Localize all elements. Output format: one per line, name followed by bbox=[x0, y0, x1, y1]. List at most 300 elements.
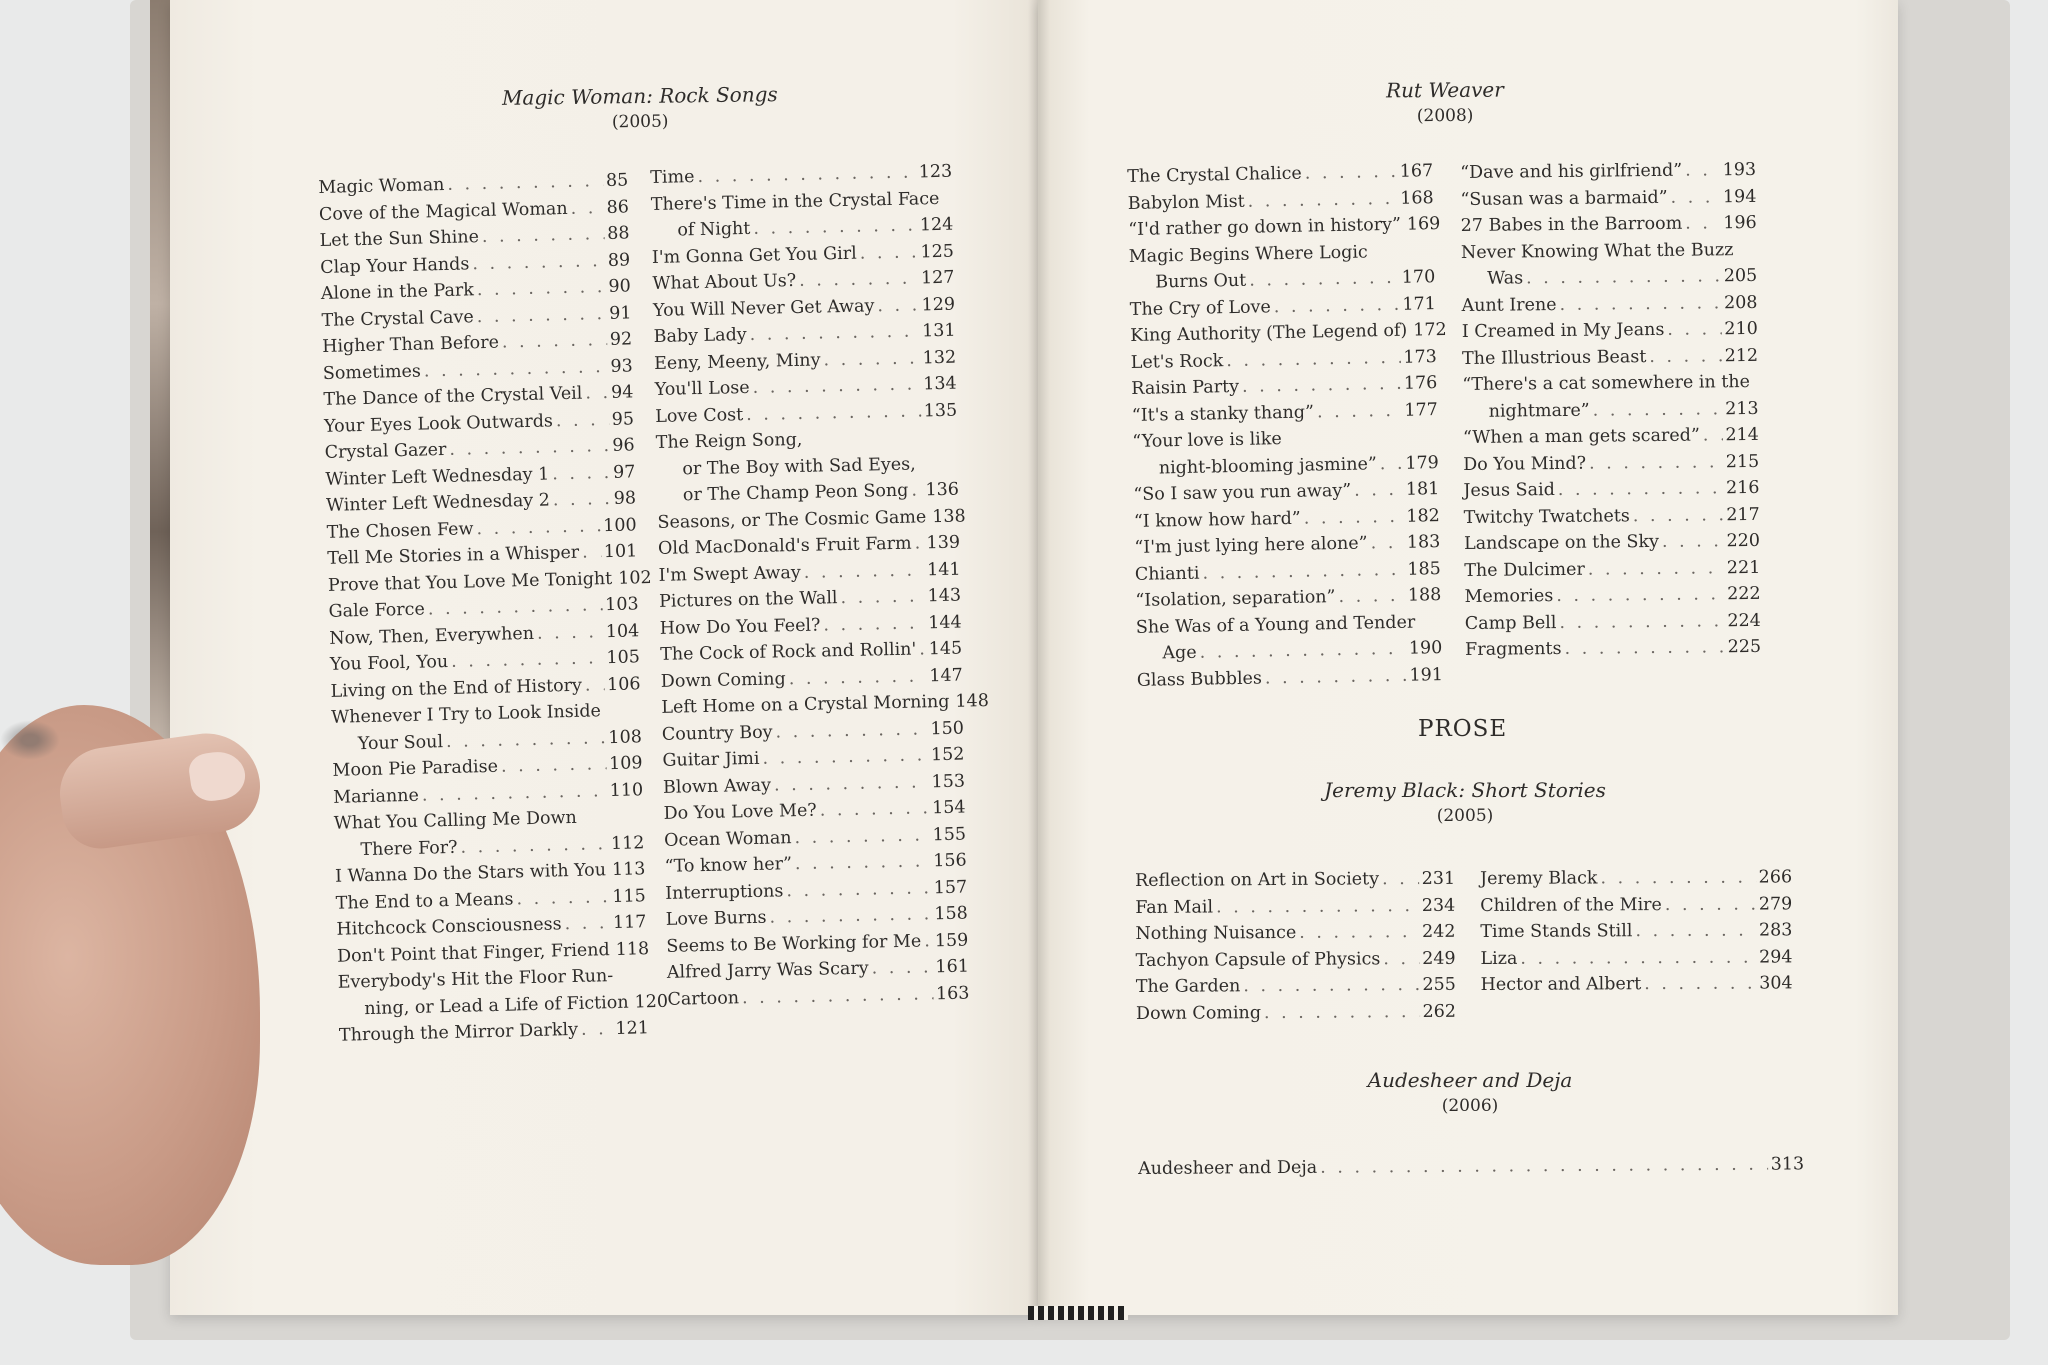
toc-entry-page: 147 bbox=[929, 665, 963, 686]
toc-entry-page: 170 bbox=[1401, 267, 1436, 288]
toc-leader-dots bbox=[1556, 581, 1724, 609]
toc-entry bbox=[1465, 607, 1761, 637]
toc-leader-dots bbox=[819, 795, 929, 824]
toc-entry-page: 124 bbox=[919, 214, 954, 236]
toc-leader-dots bbox=[1264, 999, 1420, 1027]
toc-entry-title: night-blooming jasmine” bbox=[1158, 453, 1377, 478]
toc-entry-title: You Fool, You bbox=[329, 651, 449, 675]
toc-entry-page: 221 bbox=[1726, 557, 1761, 578]
toc-entry-title: Alfred Jarry Was Scary bbox=[666, 958, 869, 983]
toc-entry-title: Aunt Irene bbox=[1461, 294, 1557, 316]
toc-leader-dots bbox=[1249, 265, 1399, 294]
toc-leader-dots bbox=[871, 954, 932, 982]
toc-leader-dots bbox=[746, 398, 921, 428]
toc-leader-dots bbox=[1304, 503, 1404, 531]
toc-entry-page: 86 bbox=[606, 196, 630, 218]
toc-entry-title: Landscape on the Sky bbox=[1463, 531, 1660, 554]
toc-entry-title: Through the Mirror Darkly bbox=[338, 1019, 579, 1046]
toc-entry-title: Time Stands Still bbox=[1480, 921, 1633, 942]
toc-entry-page: 143 bbox=[927, 585, 962, 607]
toc-leader-dots bbox=[1354, 477, 1403, 504]
toc-entry-title: Moon Pie Paradise bbox=[332, 756, 499, 781]
toc-leader-dots bbox=[516, 884, 609, 913]
toc-entry-page: 138 bbox=[932, 505, 966, 527]
toc-entry bbox=[1480, 944, 1792, 972]
toc-leader-dots bbox=[914, 530, 924, 557]
toc-leader-dots bbox=[924, 928, 932, 955]
toc-entry-page: 127 bbox=[920, 267, 955, 289]
toc-entry-title: ning, or Lead a Life of Fiction bbox=[364, 992, 629, 1019]
toc-entry bbox=[1464, 501, 1760, 531]
toc-entry bbox=[1461, 236, 1757, 266]
toc-leader-dots bbox=[1589, 449, 1723, 477]
toc-entry-title: Guitar Jimi bbox=[662, 748, 760, 771]
toc-column-left-1 bbox=[318, 167, 669, 1049]
toc-leader-dots bbox=[1593, 396, 1723, 424]
toc-entry-title: or The Champ Peon Song bbox=[682, 480, 909, 506]
toc-entry bbox=[1480, 917, 1792, 945]
toc-entry-page: 249 bbox=[1422, 948, 1456, 969]
section-title: Jeremy Black: Short Stories bbox=[1324, 778, 1606, 802]
toc-entry-title: Down Coming bbox=[660, 668, 786, 692]
toc-entry-page: 97 bbox=[612, 461, 636, 483]
toc-entry-title: “Susan was a barmaid” bbox=[1460, 187, 1668, 210]
toc-entry-page: 89 bbox=[607, 249, 631, 271]
toc-entry bbox=[1463, 422, 1759, 452]
toc-leader-dots bbox=[952, 689, 953, 715]
toc-entry-title: Seasons, or The Cosmic Game bbox=[657, 506, 927, 533]
toc-entry-title: Marianne bbox=[332, 785, 420, 808]
toc-leader-dots bbox=[1635, 918, 1756, 945]
toc-entry-title: Old MacDonald's Fruit Farm bbox=[657, 533, 912, 559]
toc-entry-page: 148 bbox=[955, 691, 990, 712]
toc-entry-page: 190 bbox=[1408, 638, 1443, 659]
toc-entry-title: Let the Sun Shine bbox=[319, 227, 480, 251]
toc-entry-page: 294 bbox=[1759, 946, 1793, 968]
toc-entry-page: 135 bbox=[923, 400, 958, 421]
toc-entry-title: The Chosen Few bbox=[326, 518, 474, 543]
toc-entry-title: Babylon Mist bbox=[1127, 191, 1245, 214]
toc-leader-dots bbox=[1665, 891, 1756, 918]
toc-entry-page: 167 bbox=[1399, 161, 1434, 182]
toc-entry-title: The End to a Means bbox=[335, 888, 514, 914]
toc-entry-title: Memories bbox=[1464, 586, 1554, 607]
toc-entry-title: How Do You Feel? bbox=[659, 615, 821, 639]
toc-entry-page: 113 bbox=[611, 859, 646, 881]
toc-entry-title: The Cry of Love bbox=[1129, 296, 1272, 320]
toc-entry-page: 150 bbox=[930, 718, 965, 739]
toc-entry-page: 139 bbox=[926, 532, 961, 554]
toc-entry-title: What You Calling Me Down bbox=[333, 807, 578, 834]
toc-leader-dots bbox=[774, 769, 929, 799]
toc-entry bbox=[1135, 892, 1455, 921]
toc-leader-dots bbox=[581, 1016, 613, 1043]
toc-leader-dots bbox=[823, 345, 920, 374]
toc-entry bbox=[1135, 866, 1455, 895]
toc-entry bbox=[1463, 475, 1759, 505]
toc-leader-dots bbox=[1526, 263, 1721, 292]
toc-entry-title: Audesheer and Deja bbox=[1138, 1157, 1318, 1179]
toc-entry-page: 210 bbox=[1724, 318, 1758, 340]
toc-entry-page: 208 bbox=[1723, 292, 1758, 313]
toc-entry-page: 154 bbox=[931, 797, 966, 819]
toc-entry-page: 185 bbox=[1407, 558, 1442, 580]
toc-entry-title: Nothing Nuisance bbox=[1135, 922, 1297, 944]
toc-entry bbox=[1135, 919, 1455, 948]
toc-entry-page: 131 bbox=[921, 320, 956, 342]
section-year: (2006) bbox=[1441, 1096, 1499, 1116]
toc-entry bbox=[1480, 891, 1792, 919]
toc-entry-page: 105 bbox=[606, 647, 641, 669]
toc-entry-title: Eeny, Meeny, Miny bbox=[653, 349, 821, 374]
toc-leader-dots bbox=[749, 318, 919, 348]
prose-heading: PROSE bbox=[1418, 716, 1508, 742]
toc-entry-title: The Crystal Chalice bbox=[1127, 163, 1302, 187]
toc-entry-page: 158 bbox=[934, 903, 968, 925]
toc-entry bbox=[1464, 554, 1760, 584]
toc-entry-title: Everybody's Hit the Floor Run- bbox=[337, 966, 614, 993]
toc-entry-title: Baby Lady bbox=[653, 325, 747, 347]
toc-leader-dots bbox=[1199, 636, 1406, 666]
toc-entry bbox=[1464, 528, 1760, 558]
toc-entry-page: 169 bbox=[1406, 213, 1441, 235]
toc-leader-dots bbox=[460, 831, 608, 861]
section-year: (2005) bbox=[611, 111, 669, 133]
toc-entry-page: 157 bbox=[933, 877, 968, 898]
toc-leader-dots bbox=[1667, 316, 1721, 343]
toc-entry-page: 108 bbox=[608, 726, 643, 748]
toc-entry-page: 213 bbox=[1725, 398, 1759, 419]
toc-entry-title: What About Us? bbox=[652, 270, 797, 294]
toc-entry-title: “There's a cat somewhere in the bbox=[1462, 371, 1751, 395]
toc-entry bbox=[1460, 157, 1756, 187]
toc-leader-dots bbox=[1404, 212, 1405, 238]
toc-leader-dots bbox=[1559, 608, 1724, 636]
toc-entry-title: You Will Never Get Away bbox=[652, 295, 875, 321]
toc-entry-title: You'll Lose bbox=[654, 377, 750, 400]
toc-entry-title: Hector and Albert bbox=[1480, 974, 1642, 995]
toc-entry-title: Winter Left Wednesday 1 bbox=[325, 463, 550, 490]
toc-entry-page: 313 bbox=[1770, 1154, 1805, 1175]
toc-entry-title: Winter Left Wednesday 2 bbox=[325, 490, 551, 516]
section-jeremy-black-header bbox=[1280, 778, 1650, 826]
toc-entry-title: of Night bbox=[677, 218, 751, 241]
toc-entry-page: 103 bbox=[604, 594, 639, 616]
toc-entry-page: 94 bbox=[610, 382, 634, 403]
toc-leader-dots bbox=[1242, 371, 1401, 401]
toc-entry-page: 173 bbox=[1403, 346, 1437, 368]
toc-entry-page: 156 bbox=[933, 850, 967, 872]
toc-entry bbox=[1462, 316, 1758, 346]
toc-leader-dots bbox=[556, 406, 610, 434]
toc-entry-page: 172 bbox=[1413, 319, 1447, 341]
toc-leader-dots bbox=[1274, 291, 1400, 320]
toc-leader-dots bbox=[1383, 946, 1419, 973]
toc-entry-title: Blown Away bbox=[662, 775, 772, 798]
toc-entry bbox=[1460, 183, 1756, 213]
toc-leader-dots bbox=[449, 433, 610, 463]
toc-entry-title: The Dulcimer bbox=[1464, 559, 1585, 581]
toc-entry bbox=[1462, 369, 1758, 399]
toc-entry-page: 255 bbox=[1422, 974, 1456, 995]
toc-entry-title: “Dave and his girlfriend” bbox=[1460, 160, 1683, 183]
toc-entry-page: 220 bbox=[1726, 530, 1761, 552]
toc-leader-dots bbox=[476, 513, 600, 543]
toc-column-audesheer bbox=[1138, 1151, 1804, 1182]
toc-entry-title: I'm Gonna Get You Girl bbox=[651, 243, 857, 268]
toc-entry-page: 231 bbox=[1421, 868, 1456, 889]
toc-entry-page: 279 bbox=[1758, 893, 1793, 915]
toc-entry-title: King Authority (The Legend of) bbox=[1130, 320, 1408, 346]
toc-entry-page: 91 bbox=[608, 302, 632, 324]
toc-leader-dots bbox=[1382, 866, 1419, 893]
toc-entry-page: 132 bbox=[922, 347, 957, 368]
toc-entry-title: Raisin Party bbox=[1131, 376, 1240, 399]
section-magic-woman-header bbox=[430, 81, 851, 135]
toc-leader-dots bbox=[1703, 422, 1723, 449]
toc-leader-dots bbox=[1685, 157, 1720, 184]
toc-entry-title: “To know her” bbox=[664, 854, 793, 877]
toc-entry-title: “Isolation, separation” bbox=[1135, 587, 1336, 611]
toc-leader-dots bbox=[753, 212, 917, 242]
toc-entry-page: 155 bbox=[932, 824, 967, 845]
toc-entry-page: 234 bbox=[1421, 895, 1456, 916]
toc-entry-title: Jeremy Black bbox=[1480, 868, 1598, 889]
toc-leader-dots bbox=[552, 459, 610, 487]
toc-leader-dots bbox=[502, 327, 608, 356]
toc-entry-page: 179 bbox=[1405, 452, 1439, 474]
toc-leader-dots bbox=[631, 989, 632, 1015]
toc-entry-title: “When a man gets scared” bbox=[1462, 425, 1700, 448]
toc-entry-title: Fragments bbox=[1465, 638, 1562, 660]
toc-entry-title: “I'm just lying here alone” bbox=[1134, 533, 1368, 558]
toc-entry-title: Ocean Woman bbox=[663, 827, 792, 851]
toc-entry-title: Fan Mail bbox=[1135, 896, 1214, 918]
toc-entry bbox=[1462, 342, 1758, 372]
toc-entry-page: 153 bbox=[931, 771, 966, 792]
toc-leader-dots bbox=[789, 663, 927, 692]
toc-entry-page: 100 bbox=[603, 514, 637, 536]
toc-entry-page: 120 bbox=[634, 991, 669, 1013]
toc-entry-page: 115 bbox=[612, 885, 646, 907]
toc-entry-page: 95 bbox=[611, 408, 635, 430]
toc-leader-dots bbox=[752, 371, 920, 401]
toc-entry-page: 182 bbox=[1406, 505, 1440, 527]
toc-entry-page: 141 bbox=[926, 559, 961, 580]
toc-leader-dots bbox=[799, 265, 918, 294]
toc-entry-title: Do You Mind? bbox=[1463, 453, 1587, 475]
toc-entry-page: 134 bbox=[923, 373, 957, 395]
toc-entry bbox=[1461, 289, 1757, 319]
section-title: Magic Woman: Rock Songs bbox=[501, 82, 778, 110]
toc-leader-dots bbox=[1202, 556, 1404, 586]
toc-entry-title: Liza bbox=[1480, 948, 1518, 969]
toc-entry-page: 216 bbox=[1725, 477, 1760, 499]
toc-leader-dots bbox=[553, 486, 611, 514]
toc-entry-page: 214 bbox=[1725, 424, 1759, 446]
toc-leader-dots bbox=[911, 477, 923, 504]
toc-entry-title: I Creamed in My Jeans bbox=[1461, 319, 1665, 342]
toc-leader-dots bbox=[769, 901, 931, 931]
toc-leader-dots bbox=[612, 937, 613, 963]
toc-entry-page: 183 bbox=[1406, 532, 1441, 553]
toc-entry-page: 193 bbox=[1722, 159, 1757, 181]
toc-entry-page: 104 bbox=[605, 620, 640, 642]
toc-entry-title: Seems to Be Working for Me bbox=[666, 930, 922, 957]
toc-entry bbox=[1136, 945, 1456, 974]
toc-entry-page: 85 bbox=[605, 170, 629, 191]
toc-entry-page: 117 bbox=[612, 912, 647, 934]
toc-leader-dots bbox=[762, 742, 928, 772]
toc-leader-dots bbox=[422, 778, 608, 809]
toc-leader-dots bbox=[1685, 210, 1720, 237]
toc-entry bbox=[1465, 634, 1761, 664]
toc-entry-title: Magic Woman bbox=[318, 174, 445, 198]
toc-entry-page: 90 bbox=[608, 276, 632, 297]
toc-entry-title: Living on the End of History bbox=[330, 675, 583, 702]
toc-leader-dots bbox=[742, 981, 934, 1011]
toc-entry-title: Do You Love Me? bbox=[663, 800, 817, 824]
toc-leader-dots bbox=[1247, 185, 1397, 214]
toc-leader-dots bbox=[1644, 971, 1756, 998]
toc-entry bbox=[1461, 263, 1757, 293]
toc-leader-dots bbox=[877, 292, 919, 319]
toc-leader-dots bbox=[476, 301, 606, 331]
toc-leader-dots bbox=[1243, 972, 1419, 1000]
toc-leader-dots bbox=[447, 168, 603, 198]
toc-entry-page: 96 bbox=[612, 435, 635, 456]
toc-entry-page: 109 bbox=[608, 753, 643, 775]
tattoo bbox=[0, 720, 60, 760]
toc-entry-title: The Reign Song, bbox=[655, 429, 803, 453]
toc-column-jeremy-1 bbox=[1135, 866, 1456, 1027]
toc-entry-title: “It's a stanky thang” bbox=[1131, 401, 1315, 426]
toc-entry-page: 304 bbox=[1759, 973, 1793, 994]
toc-entry-page: 92 bbox=[609, 329, 633, 350]
toc-leader-dots bbox=[840, 583, 925, 611]
toc-leader-dots bbox=[1520, 944, 1756, 972]
toc-entry-page: 98 bbox=[613, 488, 637, 509]
toc-entry-page: 145 bbox=[928, 638, 963, 660]
toc-entry-page: 118 bbox=[615, 938, 650, 960]
section-rut-weaver-header bbox=[1280, 77, 1610, 127]
toc-leader-dots bbox=[1410, 318, 1411, 344]
toc-entry-title: Clap Your Hands bbox=[320, 253, 470, 278]
toc-leader-dots bbox=[501, 751, 607, 780]
toc-entry-page: 222 bbox=[1727, 583, 1761, 605]
toc-entry-title: Sometimes bbox=[322, 361, 422, 384]
toc-leader-dots bbox=[451, 645, 604, 675]
toc-leader-dots bbox=[609, 857, 610, 883]
toc-leader-dots bbox=[1558, 475, 1723, 503]
toc-entry-title: Hitchcock Consciousness bbox=[336, 914, 562, 940]
toc-leader-dots bbox=[1216, 893, 1419, 921]
toc-entry-page: 106 bbox=[606, 673, 641, 695]
toc-leader-dots bbox=[537, 619, 603, 647]
toc-entry-title: Now, Then, Everywhen bbox=[329, 623, 535, 649]
toc-entry bbox=[1462, 395, 1758, 425]
toc-column-left-2 bbox=[650, 159, 990, 1013]
toc-entry-title: Cartoon bbox=[667, 987, 740, 1010]
toc-entry-page: 225 bbox=[1727, 636, 1762, 658]
toc-entry-page: 194 bbox=[1722, 186, 1757, 207]
toc-entry bbox=[1461, 210, 1757, 240]
toc-entry-title: Country Boy bbox=[661, 722, 773, 745]
toc-entry-page: 129 bbox=[921, 294, 956, 315]
toc-entry-title: Don't Point that Finger, Friend bbox=[336, 939, 610, 967]
toc-leader-dots bbox=[1662, 528, 1724, 555]
toc-entry-page: 196 bbox=[1723, 212, 1757, 234]
toc-entry-title: “I'd rather go down in history” bbox=[1128, 214, 1402, 240]
toc-leader-dots bbox=[615, 565, 616, 591]
toc-entry bbox=[1463, 448, 1759, 478]
toc-entry bbox=[1481, 970, 1793, 998]
toc-entry-title: The Crystal Cave bbox=[321, 306, 474, 331]
toc-leader-dots bbox=[564, 910, 610, 938]
toc-entry-title: Age bbox=[1162, 642, 1197, 664]
toc-entry-title: Camp Bell bbox=[1464, 612, 1557, 634]
toc-entry-title: There's Time in the Crystal Face bbox=[650, 188, 940, 215]
toc-entry-page: 102 bbox=[617, 567, 652, 589]
toc-entry-title: Your Soul bbox=[357, 731, 444, 754]
toc-entry-page: 144 bbox=[928, 612, 962, 633]
toc-entry-title: Chianti bbox=[1134, 563, 1200, 585]
toc-entry-page: 242 bbox=[1421, 921, 1456, 942]
toc-leader-dots bbox=[446, 725, 606, 755]
toc-entry-title: Cove of the Magical Woman bbox=[318, 198, 568, 225]
toc-entry bbox=[1138, 1151, 1804, 1182]
toc-entry-page: 93 bbox=[610, 355, 634, 377]
toc-leader-dots bbox=[482, 221, 605, 250]
toc-entry-page: 205 bbox=[1723, 265, 1758, 287]
toc-entry-title: Love Cost bbox=[655, 404, 744, 427]
toc-entry-title: Tachyon Capsule of Physics bbox=[1135, 948, 1381, 971]
toc-entry-title: Left Home on a Crystal Morning bbox=[661, 691, 950, 718]
toc-leader-dots bbox=[1588, 555, 1724, 583]
toc-entry-title: “So I saw you run away” bbox=[1133, 480, 1352, 505]
book-gutter bbox=[1028, 0, 1050, 1315]
toc-entry-page: 217 bbox=[1726, 504, 1760, 525]
toc-entry bbox=[1136, 998, 1456, 1027]
toc-entry-title: I Wanna Do the Stars with You bbox=[334, 860, 607, 887]
toc-entry-page: 159 bbox=[934, 930, 969, 951]
section-year: (2008) bbox=[1416, 105, 1474, 127]
toc-entry-title: Down Coming bbox=[1135, 1002, 1262, 1024]
toc-entry bbox=[1480, 864, 1792, 892]
toc-entry-page: 168 bbox=[1400, 187, 1434, 209]
toc-entry-title: Love Burns bbox=[665, 907, 767, 930]
toc-entry-title: nightmare” bbox=[1488, 400, 1590, 422]
toc-leader-dots bbox=[1226, 344, 1401, 374]
toc-entry-title: Prove that You Love Me Tonight bbox=[327, 568, 613, 596]
bookmark-strip bbox=[1028, 1306, 1128, 1320]
toc-entry-page: 188 bbox=[1407, 585, 1442, 606]
toc-entry-title: There For? bbox=[360, 837, 458, 860]
toc-entry-title: Interruptions bbox=[665, 880, 784, 904]
toc-entry-page: 224 bbox=[1727, 610, 1761, 631]
section-title: Rut Weaver bbox=[1385, 77, 1504, 103]
toc-entry-page: 163 bbox=[935, 982, 970, 1004]
toc-entry-title: Crystal Gazer bbox=[324, 439, 447, 463]
toc-entry-page: 171 bbox=[1402, 293, 1436, 315]
toc-leader-dots bbox=[585, 672, 605, 699]
toc-leader-dots bbox=[786, 875, 931, 905]
toc-leader-dots bbox=[1299, 919, 1419, 946]
toc-entry-page: 136 bbox=[925, 479, 960, 501]
toc-entry-title: 27 Babes in the Barroom bbox=[1460, 213, 1683, 236]
toc-leader-dots bbox=[1559, 290, 1721, 318]
toc-entry-title: Whenever I Try to Look Inside bbox=[331, 701, 602, 728]
